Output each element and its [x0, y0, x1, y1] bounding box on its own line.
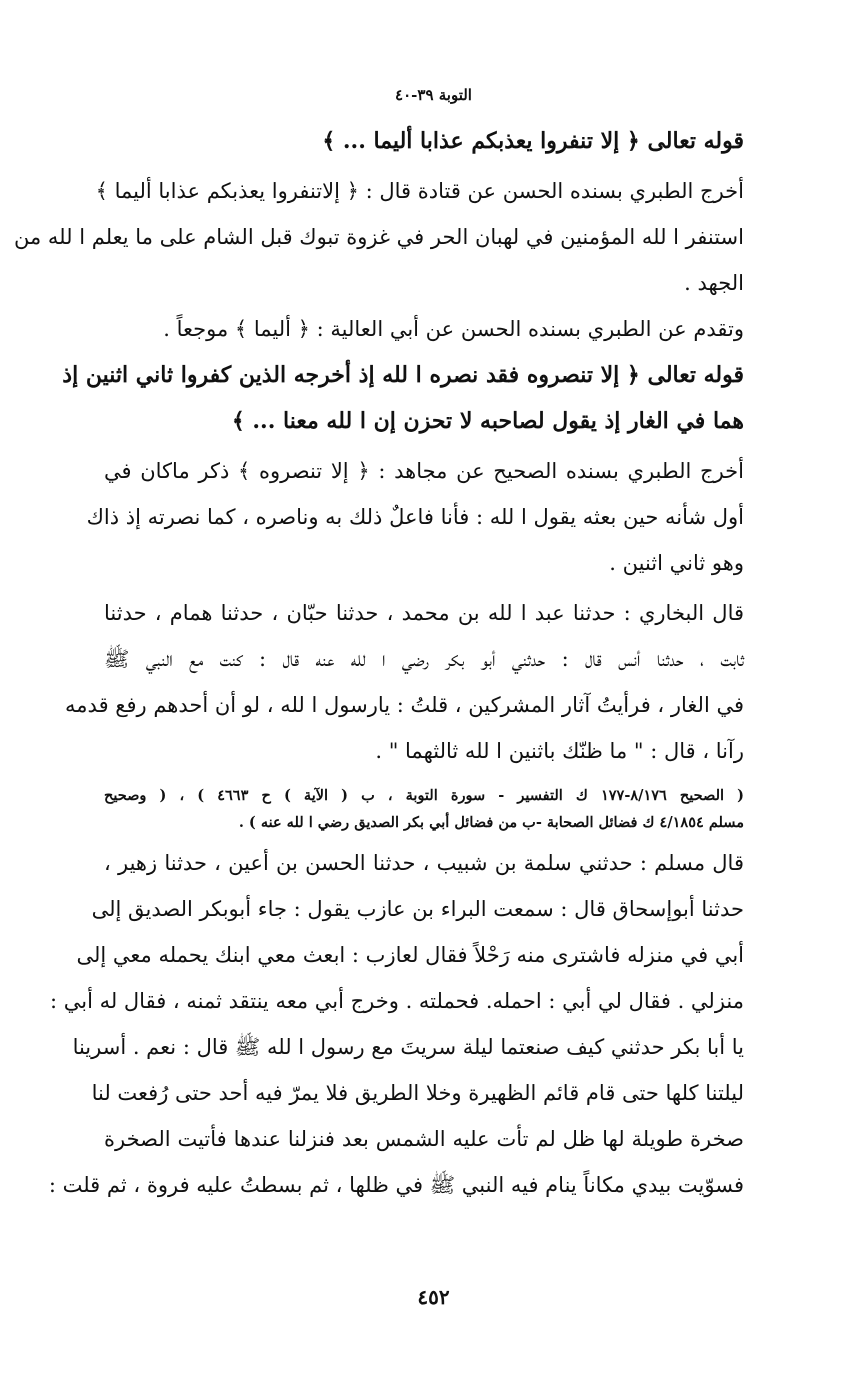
text-line: وهو ثاني اثنين .	[609, 551, 744, 575]
text-line: حدثنا أبوإسحاق قال : سمعت البراء بن عازب يقول : جاء أبوبكر الصديق إلى	[91, 897, 744, 921]
text-line: في الغار ، فرأيتُ آثار المشركين ، قلتُ : يارسول ا لله ، لو أن أحدهم رفع قدمه	[65, 693, 744, 717]
text-line: ليلتنا كلها حتى قام قائم الظهيرة وخلا الطريق فلا يمرّ فيه أحد حتى رُفعت لنا	[91, 1081, 744, 1105]
text-line: أول شأنه حين بعثه يقول ا لله : فأنا فاعلٌ ذلك به وناصره ، كما نصرته إذ ذاك	[86, 505, 744, 529]
verse-heading: قوله تعالى ﴿ إلا تنفروا يعذبكم عذابا أليما ... ﴾	[322, 128, 744, 154]
page-body	[14, 118, 744, 1208]
running-header: التوبة ٣٩-٤٠	[395, 86, 472, 104]
verse-heading: هما في الغار إذ يقول لصاحبه لا تحزن إن ا لله معنا ... ﴾	[231, 408, 744, 434]
text-line: وتقدم عن الطبري بسنده الحسن عن أبي العالية : ﴿ أليما ﴾ موجعاً .	[163, 317, 744, 341]
text-line: منزلي . فقال لي أبي : احمله. فحملته . وخرج أبي معه ينتقد ثمنه ، فقال له أبي :	[49, 989, 744, 1013]
verse-heading: قوله تعالى ﴿ إلا تنصروه فقد نصره ا لله إذ أخرجه الذين كفروا ثاني اثنين إذ	[62, 362, 744, 388]
text-line: فسوّيت بيدي مكاناً ينام فيه النبي ﷺ في ظلها ، ثم بسطتُ عليه فروة ، ثم قلت :	[48, 1173, 744, 1197]
text-line: قال البخاري : حدثنا عبد ا لله بن محمد ، حدثنا حبّان ، حدثنا همام ، حدثنا	[104, 601, 744, 625]
text-line: قال مسلم : حدثني سلمة بن شبيب ، حدثنا الحسن بن أعين ، حدثنا زهير ،	[104, 851, 744, 875]
text-line: استنفر ا لله المؤمنين في لهبان الحر في غزوة تبوك قبل الشام على ما يعلم ا لله من	[14, 225, 744, 249]
text-line: أخرج الطبري بسنده الصحيح عن مجاهد : ﴿ إلا تنصروه ﴾ ذكر ماكان في	[104, 459, 744, 483]
text-line: أبي في منزله فاشترى منه رَحْلاً فقال لعازب : ابعث معي ابنك يحمله معي إلى	[76, 943, 744, 967]
text-line: صخرة طويلة لها ظل لم تأت عليه الشمس بعد فنزلنا عندها فأتيت الصخرة	[104, 1127, 744, 1151]
citation-line: ( الصحيح ٨/١٧٦-١٧٧ ك التفسير - سورة التوبة ، ب ( الآية ) ح ٤٦٦٣ ) ، ( وصحيح	[104, 787, 744, 804]
citation-line: مسلم ٤/١٨٥٤ ك فضائل الصحابة -ب من فضائل أبي بكر الصديق رضي ا لله عنه ) .	[238, 814, 744, 831]
text-line: رآنا ، قال : " ما ظنّك باثنين ا لله ثالثهما " .	[375, 739, 744, 763]
page-number: ٤٥٢	[417, 1285, 450, 1309]
text-line: أخرج الطبري بسنده الحسن عن قتادة قال : ﴿ إلاتنفروا يعذبكم عذابا أليما ﴾	[95, 179, 744, 203]
text-line: يا أبا بكر حدثني كيف صنعتما ليلة سريتَ مع رسول ا لله ﷺ قال : نعم . أسرينا	[72, 1035, 744, 1059]
text-line: الجهد .	[684, 271, 744, 295]
text-line: ثابت ، حدثنا أنس قال : حدثني أبو بكر رضي ا لله عنه قال : كنت مع النبي ﷺ	[104, 647, 744, 671]
